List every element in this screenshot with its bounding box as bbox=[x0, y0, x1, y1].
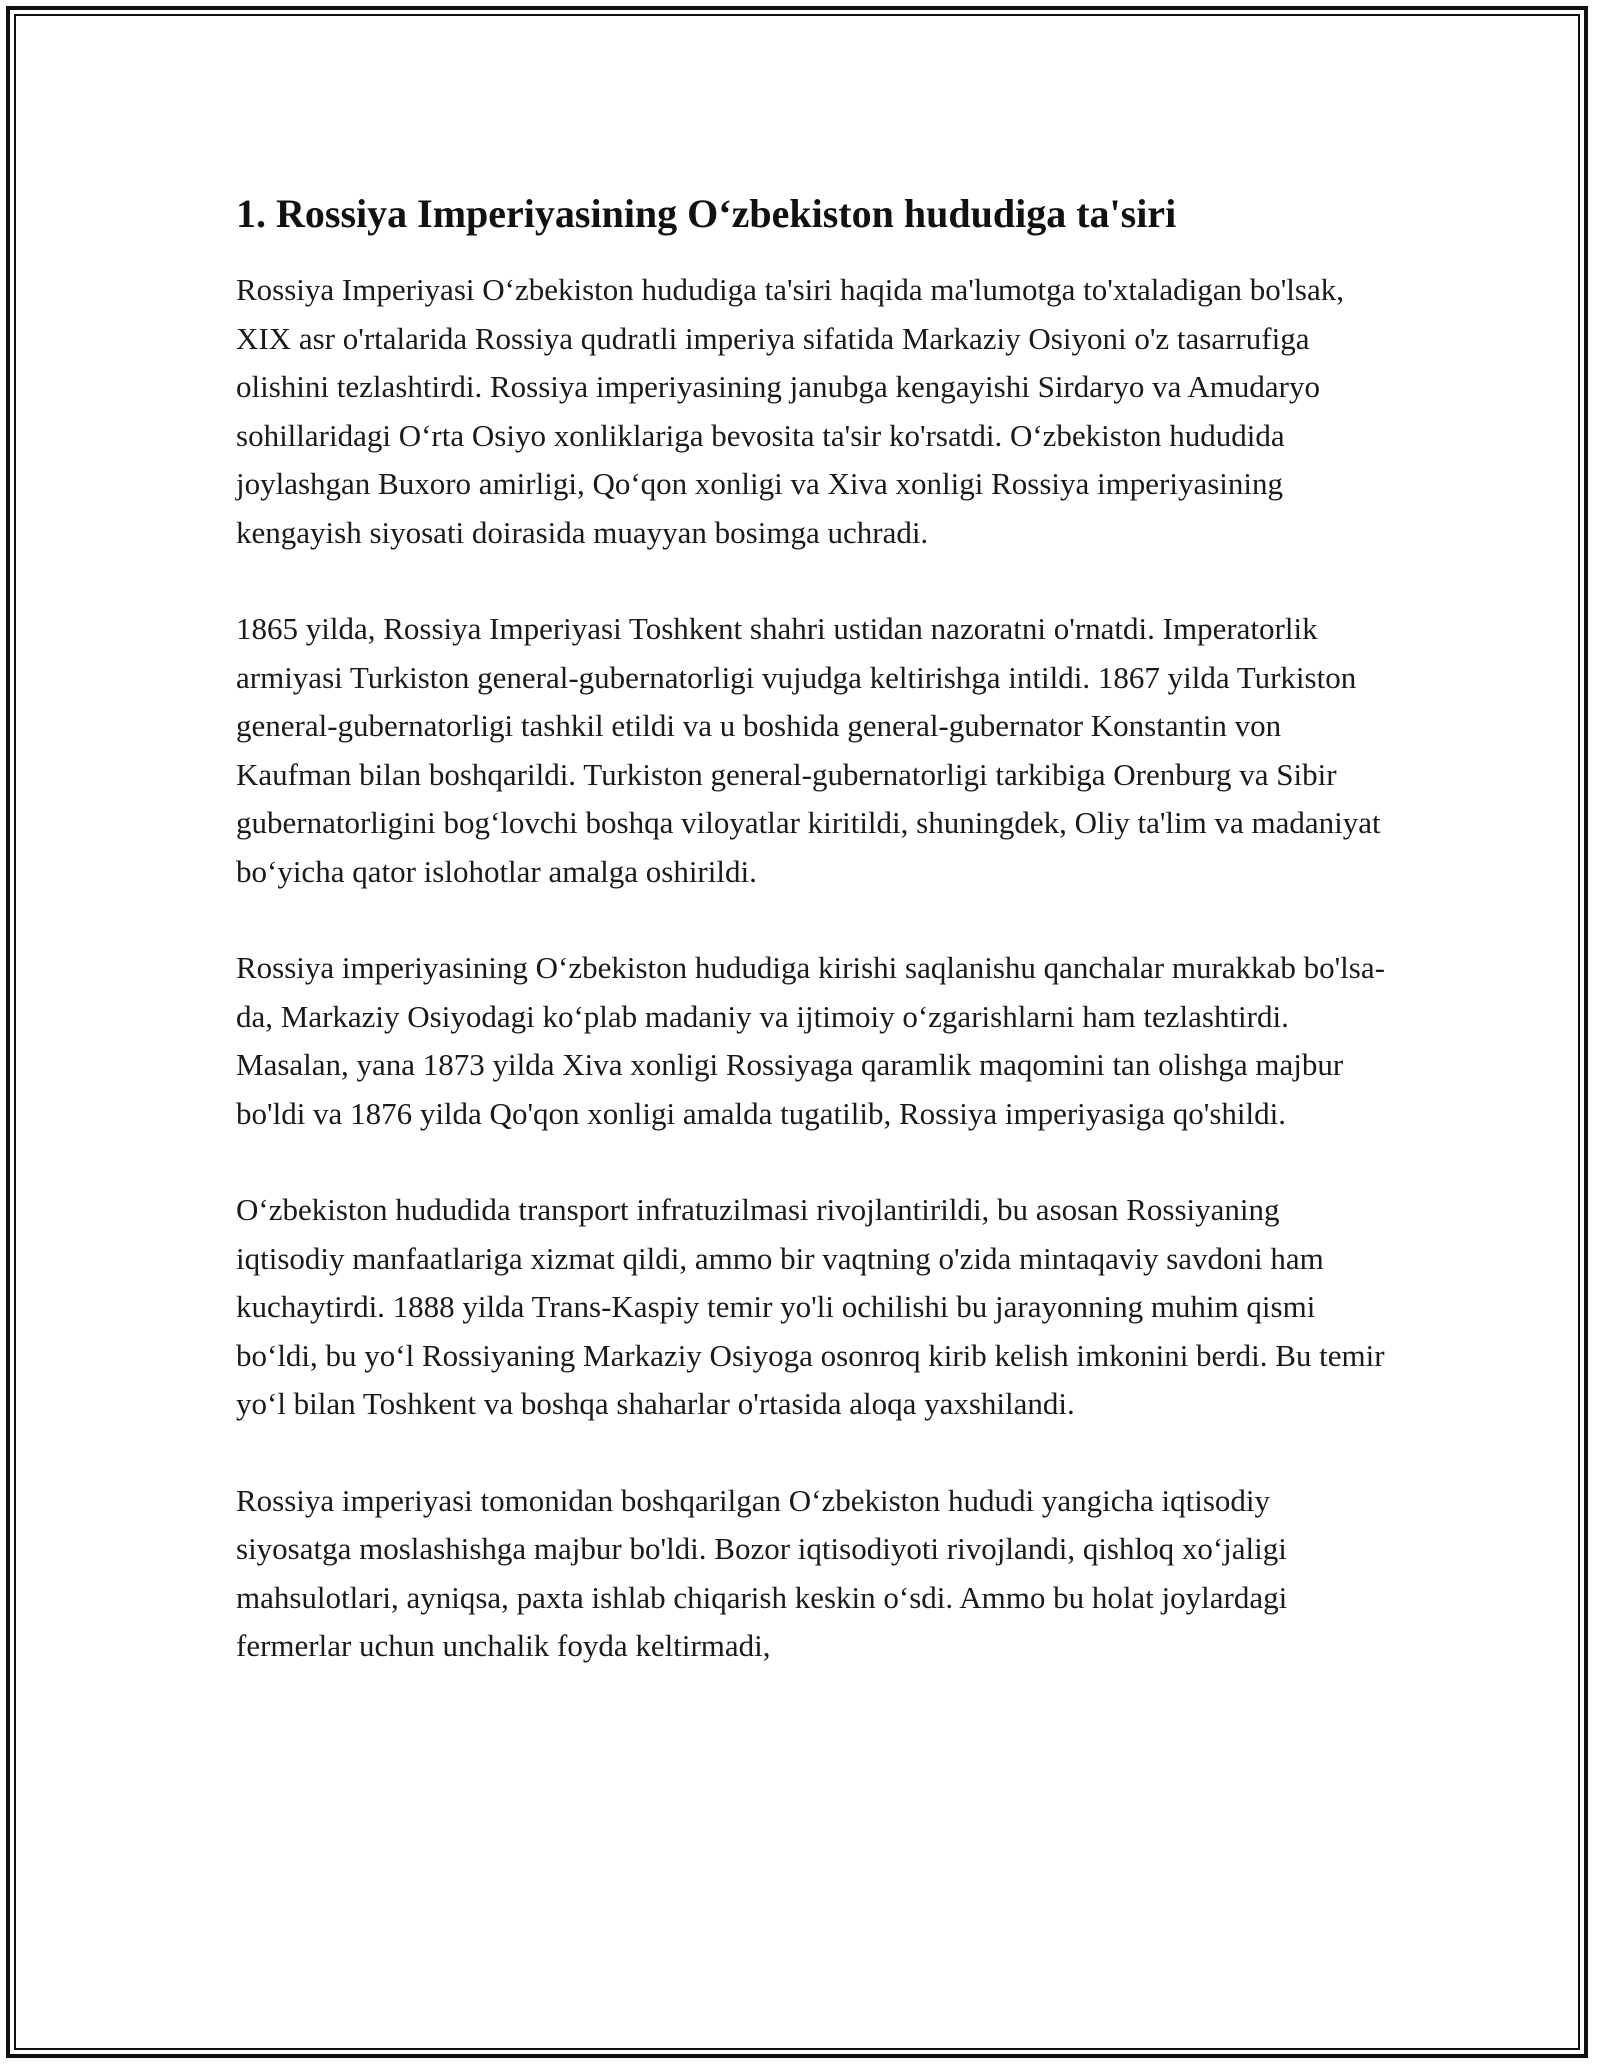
paragraph-4: O‘zbekiston hududida transport infratuzilmasi rivojlantirildi, bu asosan Rossiyaning iqtisodiy manfaatlariga xizmat qildi, ammo bir vaqtning o'zida mintaqaviy savdoni ham kuchaytirdi. 1888 yilda Trans-Kaspiy temir yo'li ochilishi bu jarayonning muhim qismi bo‘ldi, bu yo‘l Rossiyaning Markaziy Osiyoga osonroq kirib kelish imkonini berdi. Bu temir yo‘l bilan Toshkent va boshqa shaharlar o'rtasida aloqa yaxshilandi. bbox=[236, 1192, 1385, 1421]
paragraph-5: Rossiya imperiyasi tomonidan boshqarilgan O‘zbekiston hududi yangicha iqtisodiy siyosatga moslashishga majbur bo'ldi. Bozor iqtisodiyoti rivojlandi, qishloq xo‘jaligi mahsulotlari, ayniqsa, paxta ishlab chiqarish keskin o‘sdi. Ammo bu holat joylardagi fermerlar uchun unchalik foyda keltirmadi, bbox=[236, 1482, 1288, 1663]
section-title: 1. Rossiya Imperiyasining O‘zbekiston hududiga ta'siri bbox=[236, 191, 1177, 236]
document-body bbox=[236, 186, 1386, 1671]
paragraph-3: Rossiya imperiyasining O‘zbekiston hududiga kirishi saqlanishu qanchalar murakkab bo'lsa-da, Markaziy Osiyodagi ko‘plab madaniy va ijtimoiy o‘zgarishlarni ham tezlashtirdi. Masalan, yana 1873 yilda Xiva xonligi Rossiyaga qaramlik maqomini tan olishga majbur bo'ldi va 1876 yilda Qo'qon xonligi amalda tugatilib, Rossiya imperiyasiga qo'shildi. bbox=[236, 950, 1385, 1131]
paragraph-2: 1865 yilda, Rossiya Imperiyasi Toshkent shahri ustidan nazoratni o'rnatdi. Imperatorlik armiyasi Turkiston general-gubernatorligi vujudga keltirishga intildi. 1867 yilda Turkiston general-gubernatorligi tashkil etildi va u boshida general-gubernator Konstantin von Kaufman bilan boshqarildi. Turkiston general-gubernatorligi tarkibiga Orenburg va Sibir gubernatorligini bog‘lovchi boshqa viloyatlar kiritildi, shuningdek, Oliy ta'lim va madaniyat bo‘yicha qator islohotlar amalga oshirildi. bbox=[236, 611, 1381, 889]
paragraph-1: Rossiya Imperiyasi O‘zbekiston hududiga ta'siri haqida ma'lumotga to'xtaladigan bo'lsak, XIX asr o'rtalarida Rossiya qudratli imperiya sifatida Markaziy Osiyoni o'z tasarrufiga olishini tezlashtirdi. Rossiya imperiyasining janubga kengayishi Sirdaryo va Amudaryo sohillaridagi O‘rta Osiyo xonliklariga bevosita ta'sir ko'rsatdi. O‘zbekiston hududida joylashgan Buxoro amirligi, Qo‘qon xonligi va Xiva xonligi Rossiya imperiyasining kengayish siyosati doirasida muayyan bosimga uchradi. bbox=[236, 272, 1344, 550]
